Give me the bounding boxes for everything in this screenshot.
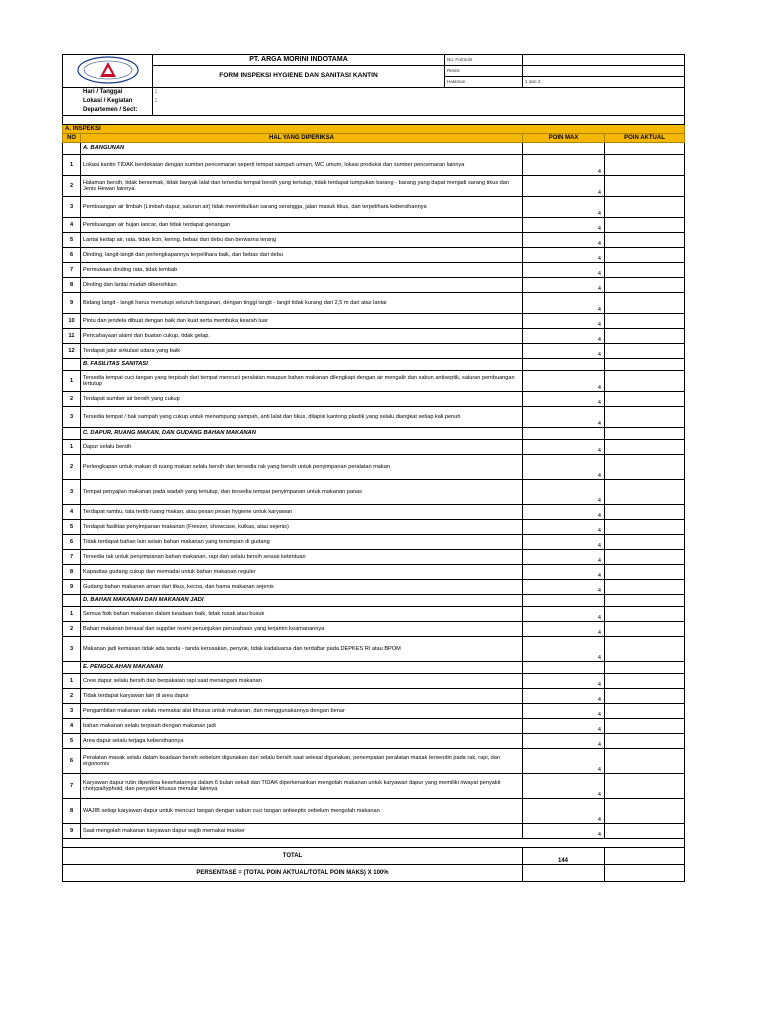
category-no-cell	[63, 662, 81, 674]
item-description: Karyawan dapur rutin diperiksa kesehatannya dalam 6 bulan sekali dan TIDAK diperkenankan mengolah makanan untuk karyawan dapur yang memiliki riwayat penyakit chotypa/typhoid, dan penyakit khusus menular lainnya	[81, 774, 523, 799]
item-description: Tempat penyajian makanan pada wadah yang tertutup, dan tersedia tempat penyimpanan untuk makanan panas	[81, 480, 523, 505]
item-actual-points-input[interactable]	[605, 218, 685, 233]
item-description: Pengambilan makanan selalu memakai alat khusus untuk makanan, dan menggunakannya dengan benar	[81, 704, 523, 719]
table-row	[63, 293, 685, 314]
category-actual-cell	[605, 428, 685, 440]
item-number: 8	[63, 278, 81, 293]
info-label-departemen: Departemen / Sect:	[63, 106, 153, 116]
item-max-points: 4	[523, 218, 605, 233]
category-name: A. BANGUNAN	[81, 143, 523, 155]
item-number: 12	[63, 344, 81, 359]
table-row	[63, 719, 685, 734]
table-row	[63, 622, 685, 637]
meta-value-halaman: 1 dari 2	[523, 77, 685, 88]
total-max-value: 144	[523, 848, 605, 865]
column-header-item: HAL YANG DIPERIKSA	[81, 134, 523, 143]
item-max-points: 4	[523, 176, 605, 197]
category-name: E. PENGOLAHAN MAKANAN	[81, 662, 523, 674]
item-description: Semua fisik bahan makanan dalam keadaan baik, tidak rusak atau busuk	[81, 607, 523, 622]
item-max-points: 4	[523, 344, 605, 359]
item-number: 9	[63, 580, 81, 595]
item-number: 2	[63, 689, 81, 704]
table-row	[63, 218, 685, 233]
item-max-points: 4	[523, 824, 605, 839]
item-actual-points-input[interactable]	[605, 799, 685, 824]
item-number: 1	[63, 155, 81, 176]
table-row	[63, 440, 685, 455]
item-number: 1	[63, 674, 81, 689]
column-header-max: POIN MAX	[523, 134, 605, 143]
spacer-row	[63, 116, 685, 125]
table-row	[63, 799, 685, 824]
table-row	[63, 774, 685, 799]
category-no-cell	[63, 143, 81, 155]
item-number: 8	[63, 565, 81, 580]
item-number: 5	[63, 520, 81, 535]
item-max-points: 4	[523, 719, 605, 734]
table-row	[63, 407, 685, 428]
item-description: Bidang langit - langit harus menutupi seluruh bangunan, dengan tinggi langit - langit tidak kurang dari 2,5 m dari atas lantai	[81, 293, 523, 314]
item-actual-points-input[interactable]	[605, 440, 685, 455]
item-number: 3	[63, 637, 81, 662]
item-max-points: 4	[523, 674, 605, 689]
item-description: Area dapur selalu terjaga kebersihannya	[81, 734, 523, 749]
item-description: Tidak terdapat bahan lain selain bahan makanan yang tersimpan di gudang	[81, 535, 523, 550]
table-row	[63, 674, 685, 689]
item-actual-points-input[interactable]	[605, 407, 685, 428]
category-no-cell	[63, 359, 81, 371]
table-row	[63, 455, 685, 480]
item-number: 7	[63, 550, 81, 565]
item-max-points: 4	[523, 248, 605, 263]
item-number: 6	[63, 749, 81, 774]
item-actual-points-input[interactable]	[605, 774, 685, 799]
table-row	[63, 505, 685, 520]
item-number: 2	[63, 455, 81, 480]
item-actual-points-input[interactable]	[605, 176, 685, 197]
item-description: Gudang bahan makanan aman dari tikus, kecoa, dan hama makanan sejenis	[81, 580, 523, 595]
meta-value-revisi	[523, 66, 685, 77]
item-number: 6	[63, 535, 81, 550]
item-number: 2	[63, 176, 81, 197]
item-actual-points-input[interactable]	[605, 155, 685, 176]
item-description: Makanan jadi kemasan tidak ada tanda - tanda kerusakan, penyok, tidak kadaluarsa dan terdaftar pada DEPKES RI atau BPOM	[81, 637, 523, 662]
category-no-cell	[63, 595, 81, 607]
item-actual-points-input[interactable]	[605, 637, 685, 662]
item-actual-points-input[interactable]	[605, 824, 685, 839]
item-number: 3	[63, 704, 81, 719]
item-max-points: 4	[523, 329, 605, 344]
category-name: D. BAHAN MAKANAN DAN MAKANAN JADI	[81, 595, 523, 607]
item-actual-points-input[interactable]	[605, 480, 685, 505]
item-number: 1	[63, 371, 81, 392]
item-max-points: 4	[523, 155, 605, 176]
form-table	[62, 54, 685, 882]
meta-label-formulir: No. Formulir	[445, 55, 523, 66]
item-description: WAJIB setiap karyawan dapur untuk mencuci tangan dengan sabun cuci tangan antiseptic sebelum mengolah makanan	[81, 799, 523, 824]
item-max-points: 4	[523, 440, 605, 455]
category-max-cell	[523, 428, 605, 440]
table-row	[63, 176, 685, 197]
category-name: B. FASILITAS SANITASI	[81, 359, 523, 371]
item-actual-points-input[interactable]	[605, 197, 685, 218]
item-description: Dapur selalu bersih	[81, 440, 523, 455]
table-row	[63, 704, 685, 719]
item-description: Lantai kedap air, rata, tidak licin, kering, bebas dari debu dan berwarna terang	[81, 233, 523, 248]
info-label-tanggal: Hari / Tanggal	[63, 88, 153, 98]
table-row	[63, 197, 685, 218]
item-number: 5	[63, 233, 81, 248]
table-row	[63, 824, 685, 839]
inspection-form	[62, 54, 684, 882]
table-row	[63, 565, 685, 580]
item-description: Pencahayaan alami dan buatan cukup, tidak gelap.	[81, 329, 523, 344]
spacer-row	[63, 839, 685, 848]
item-description: bahan makanan selalu terpisah dengan makanan jadi	[81, 719, 523, 734]
item-actual-points-input[interactable]	[605, 607, 685, 622]
category-actual-cell	[605, 143, 685, 155]
item-actual-points-input[interactable]	[605, 293, 685, 314]
item-actual-points-input[interactable]	[605, 734, 685, 749]
item-description: Terdapat sumber air bersih yang cukup	[81, 392, 523, 407]
item-number: 3	[63, 407, 81, 428]
table-row	[63, 344, 685, 359]
table-row	[63, 734, 685, 749]
item-max-points: 4	[523, 535, 605, 550]
item-number: 11	[63, 329, 81, 344]
item-actual-points-input[interactable]	[605, 674, 685, 689]
item-description: Dinding dan lantai mudah dibersihkan	[81, 278, 523, 293]
item-description: Tersedia tempat cuci tangan yang terpisah dari tempat mencuci peralatan maupun bahan makanan dilengkapi dengan air mengalir dan sabun antiseptik, saluran pembuangan tertutup	[81, 371, 523, 392]
item-actual-points-input[interactable]	[605, 263, 685, 278]
table-row	[63, 749, 685, 774]
category-max-cell	[523, 359, 605, 371]
item-actual-points-input[interactable]	[605, 329, 685, 344]
item-description: Permukaan dinding rata, tidak lembab	[81, 263, 523, 278]
item-description: Halaman bersih, tidak bersemak, tidak banyak lalat dan tersedia tempat bersih yang tertutup, tidak terdapat tumpukan barang - barang yang dapat menjadi sarang tikus dan Jenis Hewan lainnya.	[81, 176, 523, 197]
table-row	[63, 278, 685, 293]
item-max-points: 4	[523, 197, 605, 218]
item-number: 3	[63, 480, 81, 505]
category-name: C. DAPUR, RUANG MAKAN, DAN GUDANG BAHAN MAKANAN	[81, 428, 523, 440]
item-number: 9	[63, 293, 81, 314]
item-number: 1	[63, 440, 81, 455]
item-actual-points-input[interactable]	[605, 689, 685, 704]
percentage-max-cell	[523, 865, 605, 882]
item-number: 2	[63, 622, 81, 637]
item-number: 7	[63, 774, 81, 799]
item-description: Saat mengolah makanan karyawan dapur wajib memakai masker	[81, 824, 523, 839]
item-number: 6	[63, 248, 81, 263]
item-actual-points-input[interactable]	[605, 455, 685, 480]
item-max-points: 4	[523, 580, 605, 595]
item-max-points: 4	[523, 607, 605, 622]
item-max-points: 4	[523, 480, 605, 505]
table-row	[63, 637, 685, 662]
item-description: Crew dapur selalu bersih dan berpakaian rapi saat menangani makanan	[81, 674, 523, 689]
item-number: 10	[63, 314, 81, 329]
item-max-points: 4	[523, 550, 605, 565]
table-row	[63, 155, 685, 176]
item-actual-points-input[interactable]	[605, 233, 685, 248]
table-row	[63, 520, 685, 535]
item-number: 5	[63, 734, 81, 749]
item-description: Pembuangan air hujan lancar, dan tidak terdapat genangan	[81, 218, 523, 233]
item-max-points: 4	[523, 749, 605, 774]
item-actual-points-input[interactable]	[605, 344, 685, 359]
info-field-tanggal[interactable]: :	[153, 88, 685, 98]
category-row	[63, 662, 685, 674]
item-description: Perlengkapan untuk makan di ruang makan selalu bersih dan tersedia rak yang bersih untuk penyimpanan peralatan makan	[81, 455, 523, 480]
category-actual-cell	[605, 662, 685, 674]
item-max-points: 4	[523, 392, 605, 407]
item-max-points: 4	[523, 774, 605, 799]
item-max-points: 4	[523, 799, 605, 824]
table-row	[63, 329, 685, 344]
item-max-points: 4	[523, 371, 605, 392]
item-max-points: 4	[523, 233, 605, 248]
table-row	[63, 392, 685, 407]
item-description: Peralatan masak selalu dalam keadaan bersih sebelum digunakan dan selalu bersih saat selesai digunakan, penempatan peralatan masak tersendiri pada rak, rapi, dan ergonomis	[81, 749, 523, 774]
item-description: Pintu dan jendela dibuat dengan baik dan kuat serta membuka kearah luar	[81, 314, 523, 329]
item-actual-points-input[interactable]	[605, 371, 685, 392]
item-number: 4	[63, 505, 81, 520]
item-description: Terdapat rambu, tata tertib ruang makan, atau pesan pesan hygiene untuk karyawan	[81, 505, 523, 520]
item-description: Terdapat jalur sirkulasi udara yang baik	[81, 344, 523, 359]
percentage-label: PERSENTASE = (TOTAL POIN AKTUAL/TOTAL POIN MAKS) X 100%	[63, 865, 523, 882]
table-row	[63, 371, 685, 392]
item-description: Tersedia rak untuk penyimpanan bahan makanan, rapi dan selalu bersih sesuai ketentuan	[81, 550, 523, 565]
category-row	[63, 143, 685, 155]
item-actual-points-input[interactable]	[605, 719, 685, 734]
company-logo-cell	[63, 55, 153, 88]
form-title: FORM INSPEKSI HYGIENE DAN SANITASI KANTIN	[153, 66, 445, 88]
item-max-points: 4	[523, 293, 605, 314]
item-actual-points-input[interactable]	[605, 505, 685, 520]
item-actual-points-input[interactable]	[605, 535, 685, 550]
item-max-points: 4	[523, 637, 605, 662]
table-row	[63, 550, 685, 565]
table-row	[63, 689, 685, 704]
item-actual-points-input[interactable]	[605, 565, 685, 580]
meta-label-halaman: Halaman	[445, 77, 523, 88]
category-actual-cell	[605, 595, 685, 607]
item-actual-points-input[interactable]	[605, 550, 685, 565]
item-actual-points-input[interactable]	[605, 248, 685, 263]
section-title: A. INSPEKSI	[63, 125, 685, 134]
item-number: 8	[63, 799, 81, 824]
total-row	[63, 848, 685, 865]
item-number: 4	[63, 719, 81, 734]
meta-value-formulir	[523, 55, 685, 66]
item-max-points: 4	[523, 565, 605, 580]
item-number: 4	[63, 218, 81, 233]
category-max-cell	[523, 662, 605, 674]
column-header-no: NO	[63, 134, 81, 143]
item-description: Dinding, langit-langit dan perlengkapannya terpelihara baik, dan bebas dari debu	[81, 248, 523, 263]
table-row	[63, 480, 685, 505]
info-label-lokasi: Lokasi / Kegiatan	[63, 97, 153, 106]
category-row	[63, 359, 685, 371]
item-number: 1	[63, 607, 81, 622]
table-row	[63, 263, 685, 278]
item-number: 9	[63, 824, 81, 839]
table-row	[63, 580, 685, 595]
item-actual-points-input[interactable]	[605, 392, 685, 407]
item-actual-points-input[interactable]	[605, 278, 685, 293]
column-header-actual: POIN AKTUAL	[605, 134, 685, 143]
item-description: Bahan makanan berasal dari supplier resmi penunjukan perusahaan yang terjamin keamanannya	[81, 622, 523, 637]
table-row	[63, 535, 685, 550]
table-row	[63, 314, 685, 329]
item-actual-points-input[interactable]	[605, 520, 685, 535]
item-max-points: 4	[523, 455, 605, 480]
category-actual-cell	[605, 359, 685, 371]
item-description: Tersedia tempat / bak sampah yang cukup untuk menampung sampah, anti lalat dan tikus, dilapisi kantong plastik yang selalu diangkat setiap kali penuh	[81, 407, 523, 428]
category-max-cell	[523, 595, 605, 607]
category-row	[63, 428, 685, 440]
item-actual-points-input[interactable]	[605, 704, 685, 719]
table-row	[63, 607, 685, 622]
meta-label-revisi: Revisi	[445, 66, 523, 77]
info-field-departemen[interactable]	[153, 106, 685, 116]
item-max-points: 4	[523, 263, 605, 278]
company-logo-icon	[76, 56, 140, 84]
item-description: Kapasitas gudang cukup dan memadai untuk bahan makanan reguler	[81, 565, 523, 580]
table-row	[63, 248, 685, 263]
item-description: Pembuangan air limbah (Limbah dapur, saluran air) tidak menimbulkan sarang serangga, jalan masuk tikus, dan terpelihara kebersihannya	[81, 197, 523, 218]
category-no-cell	[63, 428, 81, 440]
item-max-points: 4	[523, 622, 605, 637]
item-number: 3	[63, 197, 81, 218]
percentage-actual-input[interactable]	[605, 865, 685, 882]
item-max-points: 4	[523, 520, 605, 535]
item-number: 2	[63, 392, 81, 407]
item-max-points: 4	[523, 278, 605, 293]
item-description: Lokasi kantin TIDAK berdekatan dengan sumber pencemaran seperti tempat sampah umum, WC umum, lokasi produksi dan sumber pencemaran lainnya	[81, 155, 523, 176]
info-field-lokasi[interactable]: :	[153, 97, 685, 106]
item-actual-points-input[interactable]	[605, 622, 685, 637]
item-actual-points-input[interactable]	[605, 580, 685, 595]
item-actual-points-input[interactable]	[605, 749, 685, 774]
item-actual-points-input[interactable]	[605, 314, 685, 329]
total-label: TOTAL	[63, 848, 523, 865]
total-actual-input[interactable]	[605, 848, 685, 865]
item-max-points: 4	[523, 505, 605, 520]
item-max-points: 4	[523, 704, 605, 719]
item-max-points: 4	[523, 734, 605, 749]
item-description: Tidak terdapat karyawan lain di area dapur	[81, 689, 523, 704]
percentage-row	[63, 865, 685, 882]
category-max-cell	[523, 143, 605, 155]
category-row	[63, 595, 685, 607]
item-max-points: 4	[523, 314, 605, 329]
item-number: 7	[63, 263, 81, 278]
item-max-points: 4	[523, 407, 605, 428]
table-row	[63, 233, 685, 248]
item-max-points: 4	[523, 689, 605, 704]
item-description: Terdapat fasilitas penyimpanan makanan (Freezer, showcase, kulkas, atau sejenis)	[81, 520, 523, 535]
company-name: PT. ARGA MORINI INDOTAMA	[153, 55, 445, 66]
